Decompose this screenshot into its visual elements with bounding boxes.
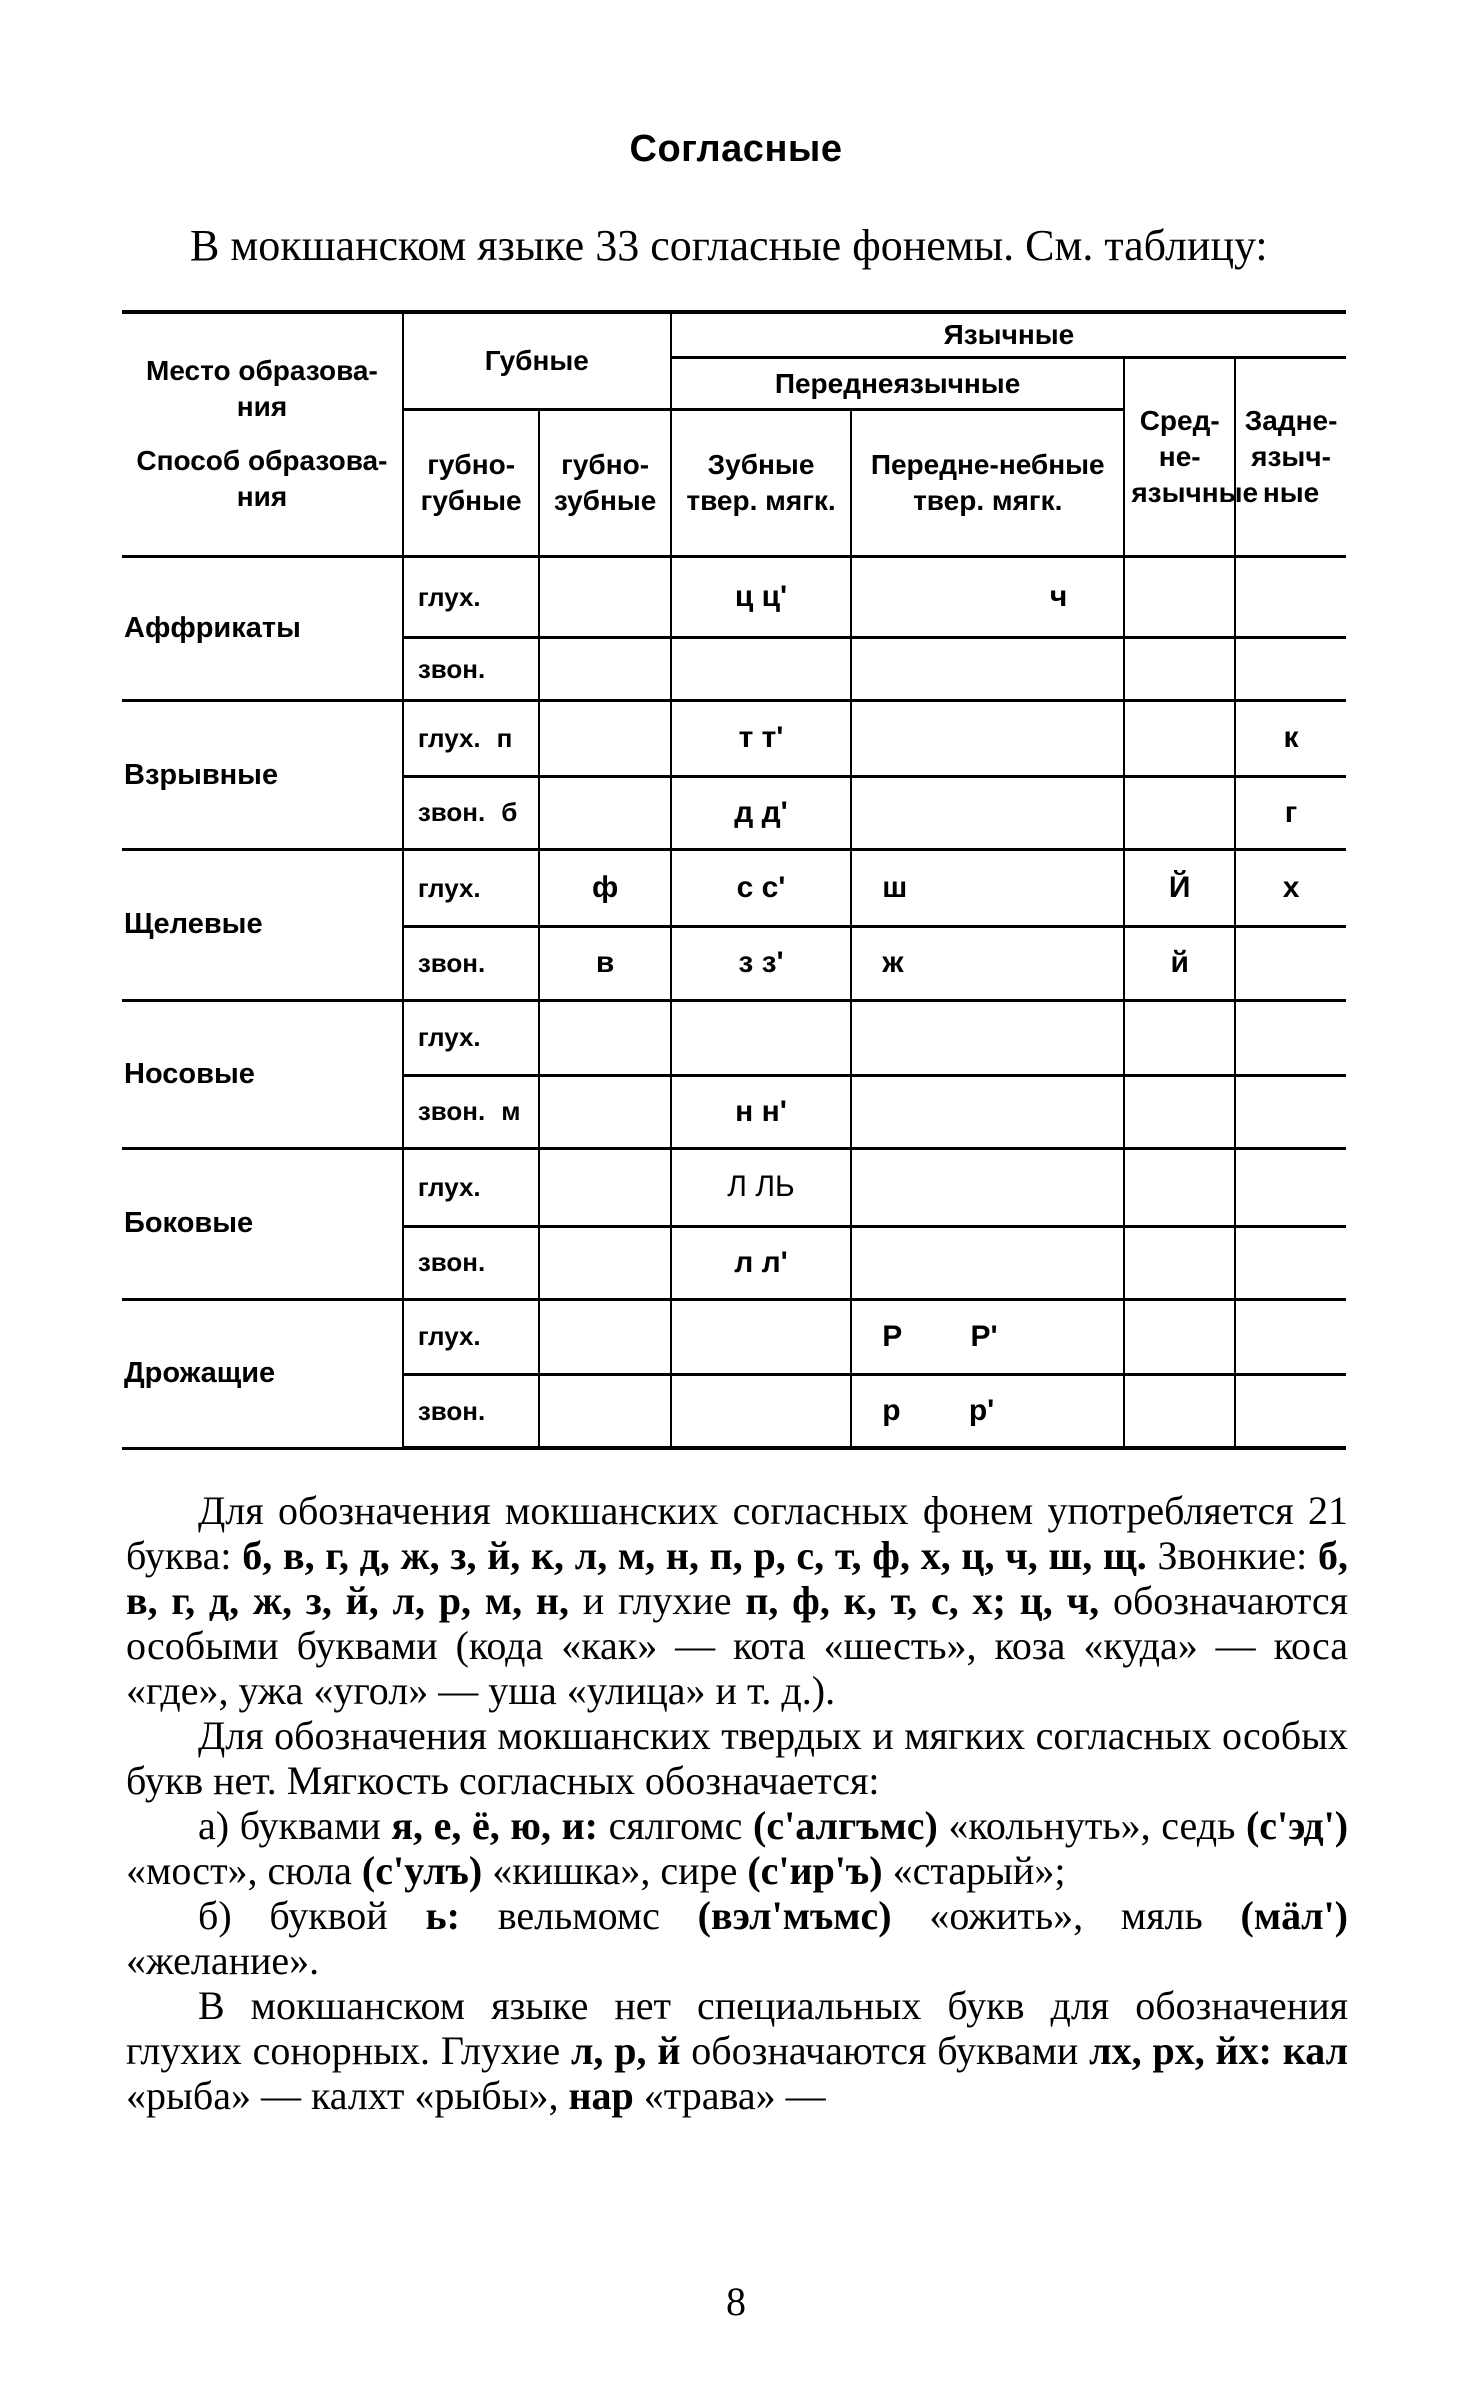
cell-dental: т т' — [671, 701, 851, 776]
group-name: Носовые — [122, 1000, 403, 1149]
cell-middle — [1124, 1299, 1235, 1374]
cell-labiodental — [539, 638, 670, 701]
cell-middle — [1124, 1149, 1235, 1226]
cell-dental: з з' — [671, 927, 851, 1000]
cell-labiodental — [539, 1075, 670, 1148]
consonant-table — [122, 310, 1346, 1450]
cell-back — [1235, 556, 1346, 638]
row-type: звон. б — [403, 776, 540, 849]
row-type: звон. — [403, 638, 540, 701]
row-type: глух. — [403, 1299, 540, 1374]
corner-header — [122, 312, 403, 556]
cell-palatal: ч — [851, 556, 1124, 638]
cell-back — [1235, 1299, 1346, 1374]
corner-manner-label: Способ образова-ния — [136, 445, 388, 513]
cell-palatal — [851, 701, 1124, 776]
header-yazychnye: Язычные — [671, 312, 1346, 358]
cell-labiodental: ф — [539, 849, 670, 926]
header-sredne: Сред-не-язычные — [1124, 358, 1235, 557]
cell-palatal — [851, 776, 1124, 849]
cell-middle — [1124, 776, 1235, 849]
group-name: Взрывные — [122, 701, 403, 850]
group-name: Боковые — [122, 1149, 403, 1300]
group-name: Дрожащие — [122, 1299, 403, 1448]
row-type: звон. — [403, 1226, 540, 1299]
cell-dental: с с' — [671, 849, 851, 926]
cell-middle — [1124, 1000, 1235, 1075]
cell-palatal — [851, 1075, 1124, 1148]
paragraph-sonorants: В мокшанском языке нет специальных букв для обозначения глухих сонорных. Глухие л, р, й обозначаются буквами лх, рх, йх: кал «рыба» — калхт «рыбы», нар «трава» — — [126, 1983, 1349, 2118]
row-type: звон. м — [403, 1075, 540, 1148]
paragraph-softness: Для обозначения мокшанских твердых и мягких согласных особых букв нет. Мягкость согласных обозначается: — [126, 1713, 1348, 1803]
cell-labiodental — [539, 701, 670, 776]
cell-labiodental — [539, 1000, 670, 1075]
row-type: глух. п — [403, 701, 540, 776]
header-gubno-gubnye: губно-губные — [403, 410, 540, 557]
header-peredne-nebnye-label: Передне-небные — [870, 449, 1105, 481]
cell-dental — [671, 1299, 851, 1374]
cell-back — [1235, 927, 1346, 1000]
cell-back — [1235, 1226, 1346, 1299]
cell-back: г — [1235, 776, 1346, 849]
cell-middle — [1124, 701, 1235, 776]
cell-labiodental — [539, 1375, 670, 1448]
cell-back — [1235, 1149, 1346, 1226]
page-number: 8 — [726, 2279, 746, 2324]
header-perednee: Переднеязычные — [671, 358, 1124, 410]
header-gubnye: Губные — [403, 312, 671, 410]
group-name: Щелевые — [122, 849, 403, 1000]
cell-middle: Й — [1124, 849, 1235, 926]
cell-back — [1235, 1375, 1346, 1448]
cell-back — [1235, 1000, 1346, 1075]
cell-labiodental: в — [539, 927, 670, 1000]
cell-labiodental — [539, 1299, 670, 1374]
cell-palatal — [851, 1226, 1124, 1299]
cell-labiodental — [539, 776, 670, 849]
row-type: глух. — [403, 556, 540, 638]
cell-middle: й — [1124, 927, 1235, 1000]
cell-middle — [1124, 638, 1235, 701]
header-gubno-zubnye: губно-зубные — [539, 410, 670, 557]
cell-dental: н н' — [671, 1075, 851, 1148]
cell-middle — [1124, 556, 1235, 638]
cell-palatal — [851, 638, 1124, 701]
row-type: глух. — [403, 849, 540, 926]
paragraph-letters: Для обозначения мокшанских согласных фонем употребляется 21 буква: б, в, г, д, ж, з, й, к, л, м, н, п, р, с, т, ф, х, ц, ч, ш, щ. Звонкие: б, в, г, д, ж, з, й, л, р, м, н, и глухие п, ф, к, т, с, х; ц, ч, обозначаются особыми буквами (кода «как» — кота «шесть», коза «куда» — коса «где», ужа «угол» — уша «улица» и т. д.). — [126, 1488, 1349, 1713]
cell-middle — [1124, 1075, 1235, 1148]
header-peredne-nebnye-sub: твер. мягк. — [913, 485, 1063, 517]
cell-palatal: ж — [851, 927, 1124, 1000]
intro-line: В мокшанском языке 33 согласные фонемы. См. таблицу: — [190, 221, 1268, 270]
list-item-b: б) буквой ь: вельмомс (вэл'мъмс) «ожить», мяль (мӓл') «желание». — [126, 1893, 1348, 1983]
header-zubnye — [671, 410, 851, 557]
cell-back: х — [1235, 849, 1346, 926]
corner-place-label: Место образова-ния — [146, 355, 378, 423]
row-type: глух. — [403, 1149, 540, 1226]
cell-dental — [671, 1375, 851, 1448]
group-name: Аффрикаты — [122, 556, 403, 700]
cell-middle — [1124, 1375, 1235, 1448]
cell-dental — [671, 1000, 851, 1075]
cell-labiodental — [539, 1149, 670, 1226]
cell-palatal — [851, 1000, 1124, 1075]
cell-dental: д д' — [671, 776, 851, 849]
cell-back — [1235, 638, 1346, 701]
cell-dental — [671, 638, 851, 701]
cell-dental: л л' — [671, 1226, 851, 1299]
cell-dental: ц ц' — [671, 556, 851, 638]
row-type: звон. — [403, 1375, 540, 1448]
header-zadne: Задне-языч-ные — [1235, 358, 1346, 557]
cell-back — [1235, 1075, 1346, 1148]
list-item-a: а) буквами я, е, ё, ю, и: сялгомс (с'алгъмс) «кольнуть», седь (с'эд') «мост», сюла (с'улъ) «кишка», сире (с'ир'ъ) «старый»; — [126, 1803, 1349, 1893]
cell-middle — [1124, 1226, 1235, 1299]
header-zubnye-sub: твер. мягк. — [686, 485, 836, 517]
cell-back: к — [1235, 701, 1346, 776]
body-text — [126, 1488, 1348, 2118]
header-zubnye-label: Зубные — [707, 449, 815, 481]
row-type: звон. — [403, 927, 540, 1000]
header-peredne-nebnye — [851, 410, 1124, 557]
cell-labiodental — [539, 556, 670, 638]
section-title: Согласные — [629, 128, 843, 170]
cell-palatal: ш — [851, 849, 1124, 926]
cell-palatal: Р Р' — [851, 1299, 1124, 1374]
cell-labiodental — [539, 1226, 670, 1299]
cell-palatal: р р' — [851, 1375, 1124, 1448]
cell-palatal — [851, 1149, 1124, 1226]
row-type: глух. — [403, 1000, 540, 1075]
cell-dental: Л ЛЬ — [671, 1149, 851, 1226]
